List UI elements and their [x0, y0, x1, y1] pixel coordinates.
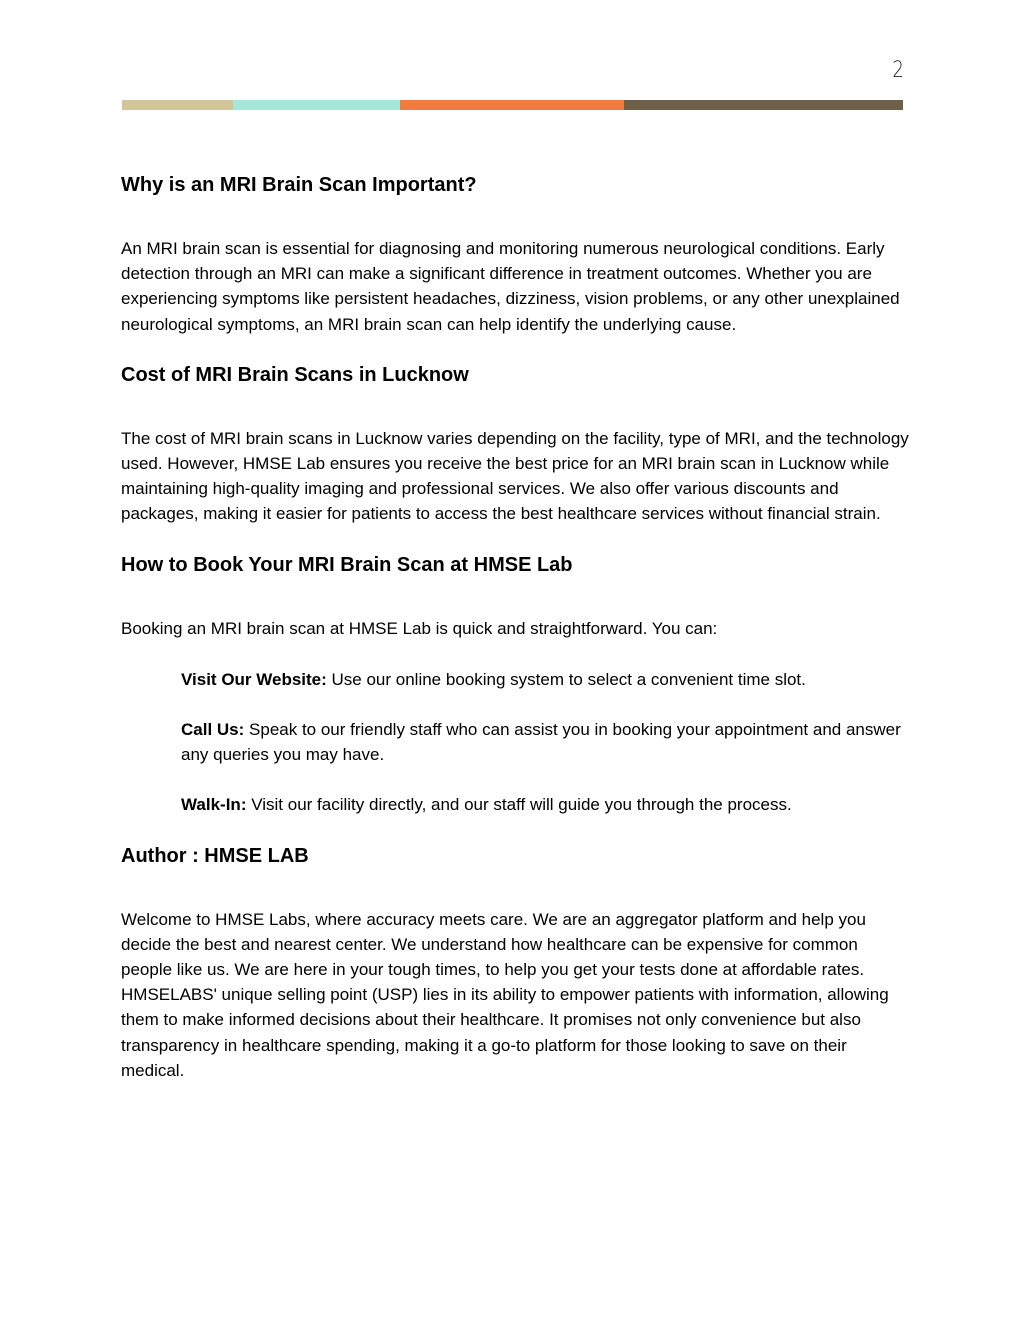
list-item-text: Visit our facility directly, and our staff will guide you through the process.	[246, 795, 792, 815]
paragraph-cost-mri-lucknow: The cost of MRI brain scans in Lucknow varies depending on the facility, type of MRI, and the technology used. However, HMSE Lab ensures you receive the best price for an MRI brain scan in Lucknow while maintaining high-quality imaging and professional services. We also offer various discounts and packages, making it easier for patients to access the best healthcare services without financial strain.	[121, 428, 909, 524]
color-bar-segment-mint	[233, 100, 400, 110]
paragraph-why-mri-important: An MRI brain scan is essential for diagnosing and monitoring numerous neurological conditions. Early detection through an MRI can make a significant difference in treatment outcomes. Whether you are experiencing symptoms like persistent headaches, dizziness, vision problems, or any other unexplained neurological symptoms, an MRI brain scan can help identify the underlying cause.	[121, 239, 900, 334]
heading-author: Author : HMSE LAB	[121, 844, 309, 867]
heading-why-mri-important: Why is an MRI Brain Scan Important?	[121, 174, 477, 196]
paragraph-booking-intro: Booking an MRI brain scan at HMSE Lab is quick and straightforward. You can:	[121, 618, 718, 638]
list-item-label: Walk-In:	[181, 795, 247, 815]
list-item-text: Use our online booking system to select a convenient time slot.	[326, 669, 806, 689]
list-item	[181, 667, 911, 692]
color-bar-segment-tan	[122, 100, 233, 110]
list-item	[181, 792, 911, 817]
paragraph-author-bio: Welcome to HMSE Labs, where accuracy meets care. We are an aggregator platform and help you decide the best and nearest center. We understand how healthcare can be expensive for common people like us. We are here in your tough times, to help you get your tests done at affordable rates. HMSELABS' unique selling point (USP) lies in its ability to empower patients with information, allowing them to make informed decisions about their healthcare. It promises not only convenience but also transparency in healthcare spending, making it a go-to platform for those looking to save on their medical.	[121, 909, 889, 1080]
booking-options-list	[181, 667, 911, 818]
color-bar-segment-orange	[400, 100, 624, 110]
document-content	[121, 170, 911, 1083]
color-bar-segment-brown	[624, 100, 903, 110]
list-item-label: Visit Our Website:	[181, 669, 327, 689]
heading-cost-mri-lucknow: Cost of MRI Brain Scans in Lucknow	[121, 363, 469, 386]
list-item-text: Speak to our friendly staff who can assist you in booking your appointment and answer any queries you may have.	[181, 720, 901, 765]
page-number: 2	[892, 58, 903, 83]
list-item	[181, 717, 911, 767]
list-item-label: Call Us:	[181, 720, 245, 740]
heading-how-to-book: How to Book Your MRI Brain Scan at HMSE Lab	[121, 553, 573, 576]
decorative-color-bar	[122, 100, 903, 110]
